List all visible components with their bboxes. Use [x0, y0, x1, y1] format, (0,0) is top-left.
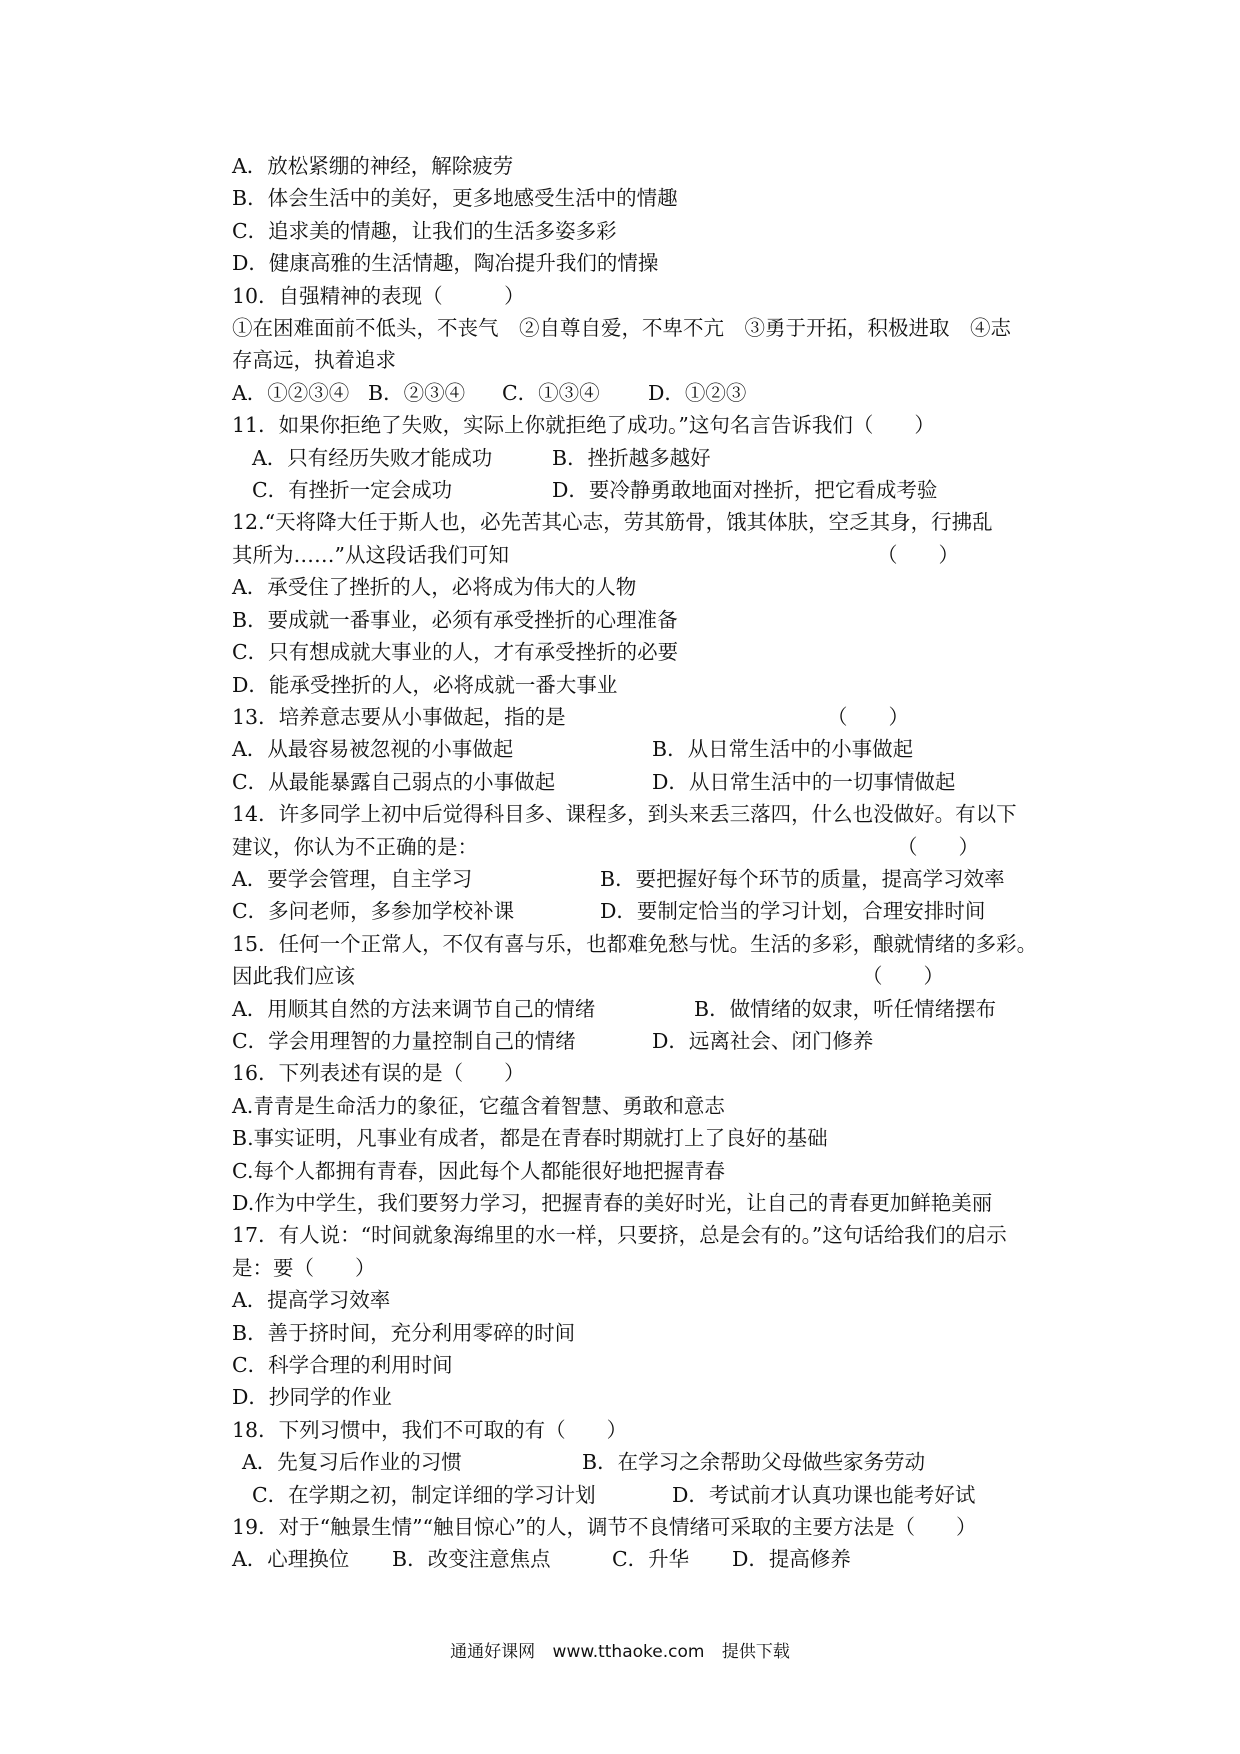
q10-stem: 10．自强精神的表现（ ）: [232, 283, 525, 308]
q11-option-d: D．要冷静勇敢地面对挫折，把它看成考验: [552, 478, 938, 503]
q11-options-row2: [232, 474, 1062, 506]
q14-stem-text: 建议，你认为不正确的是：: [232, 834, 478, 859]
q9-option-d: D．健康高雅的生活情趣，陶冶提升我们的情操: [232, 251, 659, 276]
q10-option-c: C．①③④: [502, 380, 600, 405]
q13-options-row1: [232, 733, 1062, 765]
q15-option-c: C．学会用理智的力量控制自己的情绪: [232, 1028, 576, 1053]
q16-option-a: A.青青是生命活力的象征，它蕴含着智慧、勇敢和意志: [232, 1093, 725, 1118]
q14-option-a: A．要学会管理，自主学习: [232, 866, 473, 891]
q10-option-a: A．①②③④: [232, 380, 350, 405]
q12-option-b: B．要成就一番事业，必须有承受挫折的心理准备: [232, 607, 678, 632]
footer-url: www.tthaoke.com: [552, 1642, 705, 1662]
q13-option-c: C．从最能暴露自己弱点的小事做起: [232, 769, 556, 794]
q19-option-a: A．心理换位: [232, 1547, 350, 1572]
q17-option-d: D．抄同学的作业: [232, 1385, 392, 1410]
q10-option-d: D．①②③: [648, 380, 747, 405]
q18-option-a: A．先复习后作业的习惯: [242, 1450, 462, 1475]
q17-stem-line2: 是：要（ ）: [232, 1255, 376, 1280]
q15-option-a: A．用顺其自然的方法来调节自己的情绪: [232, 996, 596, 1021]
q14-options-row2: [232, 895, 1062, 927]
q15-answer-paren: （ ）: [862, 964, 944, 989]
q12-stem-line2: [232, 539, 1062, 571]
q19-option-c: C．升华: [612, 1547, 690, 1572]
exam-content: [232, 150, 1062, 1576]
q13-stem: 13．培养意志要从小事做起，指的是: [232, 704, 566, 729]
q10-items-line2: 存高远，执着追求: [232, 348, 396, 373]
q9-option-a: A．放松紧绷的神经，解除疲劳: [232, 154, 514, 178]
q17-option-a: A．提高学习效率: [232, 1288, 391, 1313]
q14-stem-line1: 14．许多同学上初中后觉得科目多、课程多，到头来丢三落四，什么也没做好。有以下: [232, 802, 1017, 827]
q14-answer-paren: （ ）: [897, 834, 979, 859]
q14-option-c: C．多问老师，多参加学校补课: [232, 899, 515, 924]
q18-stem: 18．下列习惯中，我们不可取的有（ ）: [232, 1417, 628, 1442]
q15-options-row2: [232, 1025, 1062, 1057]
q13-option-a: A．从最容易被忽视的小事做起: [232, 737, 514, 762]
q13-answer-paren: （ ）: [827, 704, 909, 729]
q19-options: [232, 1543, 1062, 1575]
q16-option-d: D.作为中学生，我们要努力学习，把握青春的美好时光，让自己的青春更加鲜艳美丽: [232, 1191, 993, 1215]
q12-option-d: D．能承受挫折的人，必将成就一番大事业: [232, 672, 618, 697]
q11-option-c: C．有挫折一定会成功: [252, 478, 453, 503]
q15-option-b: B．做情绪的奴隶，听任情绪摆布: [694, 996, 997, 1021]
q16-option-b: B.事实证明，凡事业有成者，都是在青春时期就打上了良好的基础: [232, 1126, 828, 1151]
q12-stem-line1: 12.“天将降大任于斯人也，必先苦其心志，劳其筋骨，饿其体肤，空乏其身，行拂乱: [232, 510, 993, 535]
q18-options-row2: [232, 1479, 1062, 1511]
q12-option-c: C．只有想成就大事业的人，才有承受挫折的必要: [232, 640, 679, 665]
q14-option-d: D．要制定恰当的学习计划，合理安排时间: [600, 899, 986, 924]
q17-option-c: C．科学合理的利用时间: [232, 1353, 453, 1378]
q11-stem: 11．如果你拒绝了失败，实际上你就拒绝了成功。”这句名言告诉我们（ ）: [232, 413, 935, 438]
page-footer: [0, 1637, 1240, 1662]
footer-suffix: 提供下载: [721, 1642, 790, 1662]
q10-option-b: B．②③④: [368, 380, 466, 405]
q13-options-row2: [232, 766, 1062, 798]
q10-options: [232, 377, 1062, 409]
q17-option-b: B．善于挤时间，充分利用零碎的时间: [232, 1320, 576, 1345]
q19-option-b: B．改变注意焦点: [392, 1547, 551, 1572]
q12-stem-text: 其所为……”从这段话我们可知: [232, 542, 509, 567]
q9-option-c: C．追求美的情趣，让我们的生活多姿多彩: [232, 218, 617, 243]
q18-options-row1: [232, 1446, 1062, 1478]
q11-option-a: A．只有经历失败才能成功: [252, 445, 493, 470]
q11-options-row1: [232, 442, 1062, 474]
q18-option-b: B．在学习之余帮助父母做些家务劳动: [582, 1450, 926, 1475]
q16-stem: 16．下列表述有误的是（ ）: [232, 1061, 525, 1086]
q12-option-a: A．承受住了挫折的人，必将成为伟大的人物: [232, 575, 637, 600]
q12-answer-paren: （ ）: [877, 542, 959, 567]
q15-stem-text: 因此我们应该: [232, 964, 355, 989]
q11-option-b: B．挫折越多越好: [552, 445, 711, 470]
q15-stem-line2: [232, 960, 1062, 992]
q10-items-line1: ①在困难面前不低头，不丧气 ②自尊自爱，不卑不亢 ③勇于开拓，积极进取 ④志: [232, 316, 1011, 341]
q14-options-row1: [232, 863, 1062, 895]
q15-options-row1: [232, 993, 1062, 1025]
footer-site-name: 通通好课网: [450, 1642, 536, 1662]
q16-option-c: C.每个人都拥有青春，因此每个人都能很好地把握青春: [232, 1158, 725, 1183]
q13-option-d: D．从日常生活中的一切事情做起: [652, 769, 956, 794]
q19-option-d: D．提高修养: [732, 1547, 851, 1572]
q13-option-b: B．从日常生活中的小事做起: [652, 737, 914, 762]
q17-stem-line1: 17．有人说：“时间就象海绵里的水一样，只要挤，总是会有的。”这句话给我们的启示: [232, 1223, 1007, 1248]
q14-stem-line2: [232, 831, 1062, 863]
q18-option-d: D．考试前才认真功课也能考好试: [672, 1482, 976, 1507]
q14-option-b: B．要把握好每个环节的质量，提高学习效率: [600, 866, 1005, 891]
q19-stem: 19．对于“触景生情”“触目惊心”的人，调节不良情绪可采取的主要方法是（ ）: [232, 1515, 977, 1540]
q9-option-b: B．体会生活中的美好，更多地感受生活中的情趣: [232, 186, 678, 211]
q18-option-c: C．在学期之初，制定详细的学习计划: [252, 1482, 596, 1507]
q15-option-d: D．远离社会、闭门修养: [652, 1028, 874, 1053]
q13-stem-row: [232, 701, 1062, 733]
q15-stem-line1: 15．任何一个正常人，不仅有喜与乐，也都难免愁与忧。生活的多彩，酿就情绪的多彩。: [232, 931, 1038, 956]
